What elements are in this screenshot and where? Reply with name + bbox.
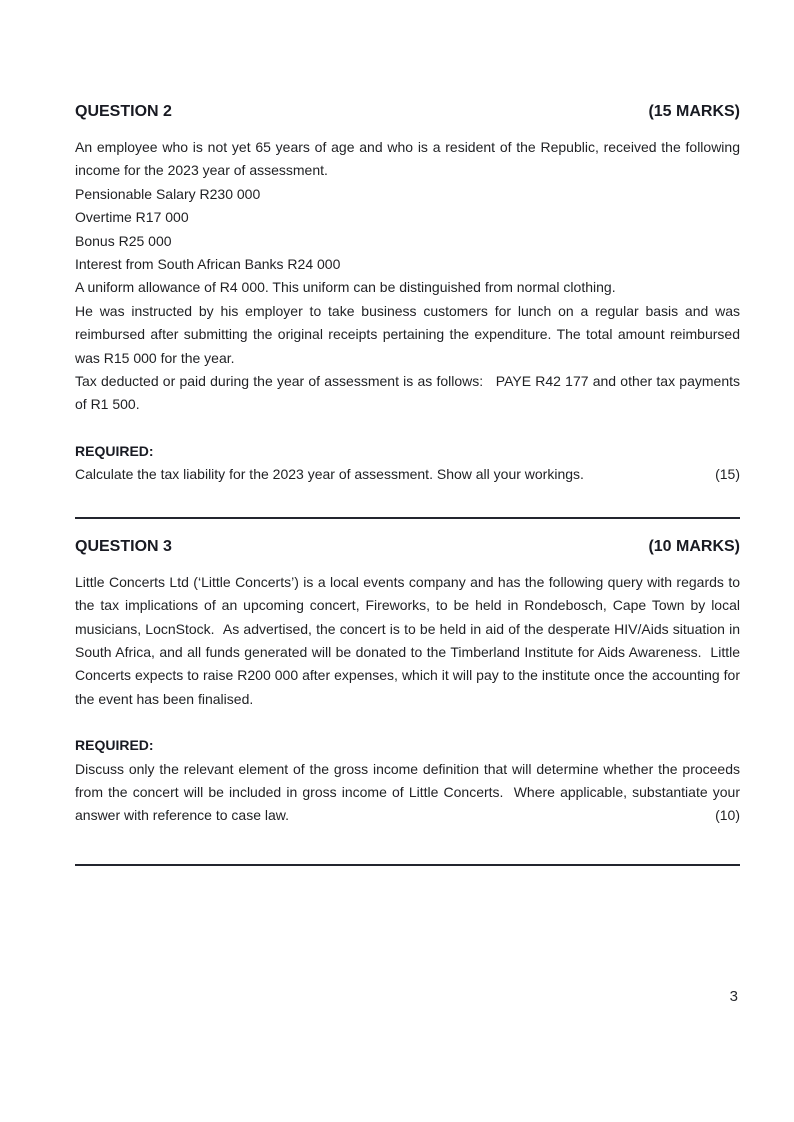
- question-3-required-task: [75, 758, 740, 828]
- question-2-body: [75, 136, 740, 417]
- section-divider: [75, 864, 740, 866]
- paragraph: Bonus R25 000: [75, 232, 172, 249]
- paragraph: Little Concerts Ltd (‘Little Concerts’) is a local events company and has the following query with regards to the tax implications of an upcoming concert, Fireworks, to be held in Rondebosch, Cape Town by local musicians, LocnStock. As advertised, the concert is to be held in aid of the desperate HIV/Aids situation in South Africa, and all funds generated will be donated to the Timberland Institute for Aids Awareness. Little Concerts expects to raise R200 000 after expenses, which it will pay to the institute once the accounting for the event has been finalised.: [75, 573, 740, 707]
- required-marks: (15): [715, 466, 740, 483]
- paragraph: A uniform allowance of R4 000. This uniform can be distinguished from normal clothing.: [75, 279, 616, 296]
- page-number: 3: [729, 988, 738, 1005]
- required-text: Discuss only the relevant element of the gross income definition that will determine whether the proceeds from the concert will be included in gross income of Little Concerts. Where applicable, substantiate your answer with reference to case law.: [75, 760, 740, 824]
- paragraph: An employee who is not yet 65 years of age and who is a resident of the Republic, received the following income for the 2023 year of assessment.: [75, 139, 740, 179]
- question-2-section: [75, 104, 740, 487]
- required-marks: (10): [715, 807, 740, 824]
- question-3-title: QUESTION 3: [75, 537, 172, 555]
- question-3-marks: (10 MARKS): [648, 537, 740, 555]
- required-text: Calculate the tax liability for the 2023 year of assessment. Show all your workings.: [75, 466, 584, 483]
- paragraph: Overtime R17 000: [75, 209, 189, 226]
- paragraph: Tax deducted or paid during the year of assessment is as follows: PAYE R42 177 and other tax payments of R1 500.: [75, 373, 740, 413]
- question-3-body: [75, 571, 740, 711]
- question-2-marks: (15 MARKS): [648, 103, 740, 120]
- section-divider: [75, 517, 740, 519]
- question-3-header: [75, 539, 740, 555]
- question-2-title: QUESTION 2: [75, 103, 172, 120]
- question-2-header: [75, 104, 740, 120]
- paragraph: He was instructed by his employer to take business customers for lunch on a regular basis and was reimbursed after submitting the original receipts pertaining the expenditure. The total amount reimbursed was R15 000 for the year.: [75, 302, 740, 366]
- question-2-required-task: [75, 463, 740, 486]
- paragraph: Pensionable Salary R230 000: [75, 185, 261, 202]
- question-3-required-label: REQUIRED:: [75, 737, 154, 754]
- question-2-required-label: REQUIRED:: [75, 442, 154, 459]
- question-3-section: [75, 539, 740, 828]
- paragraph: Interest from South African Banks R24 000: [75, 256, 341, 273]
